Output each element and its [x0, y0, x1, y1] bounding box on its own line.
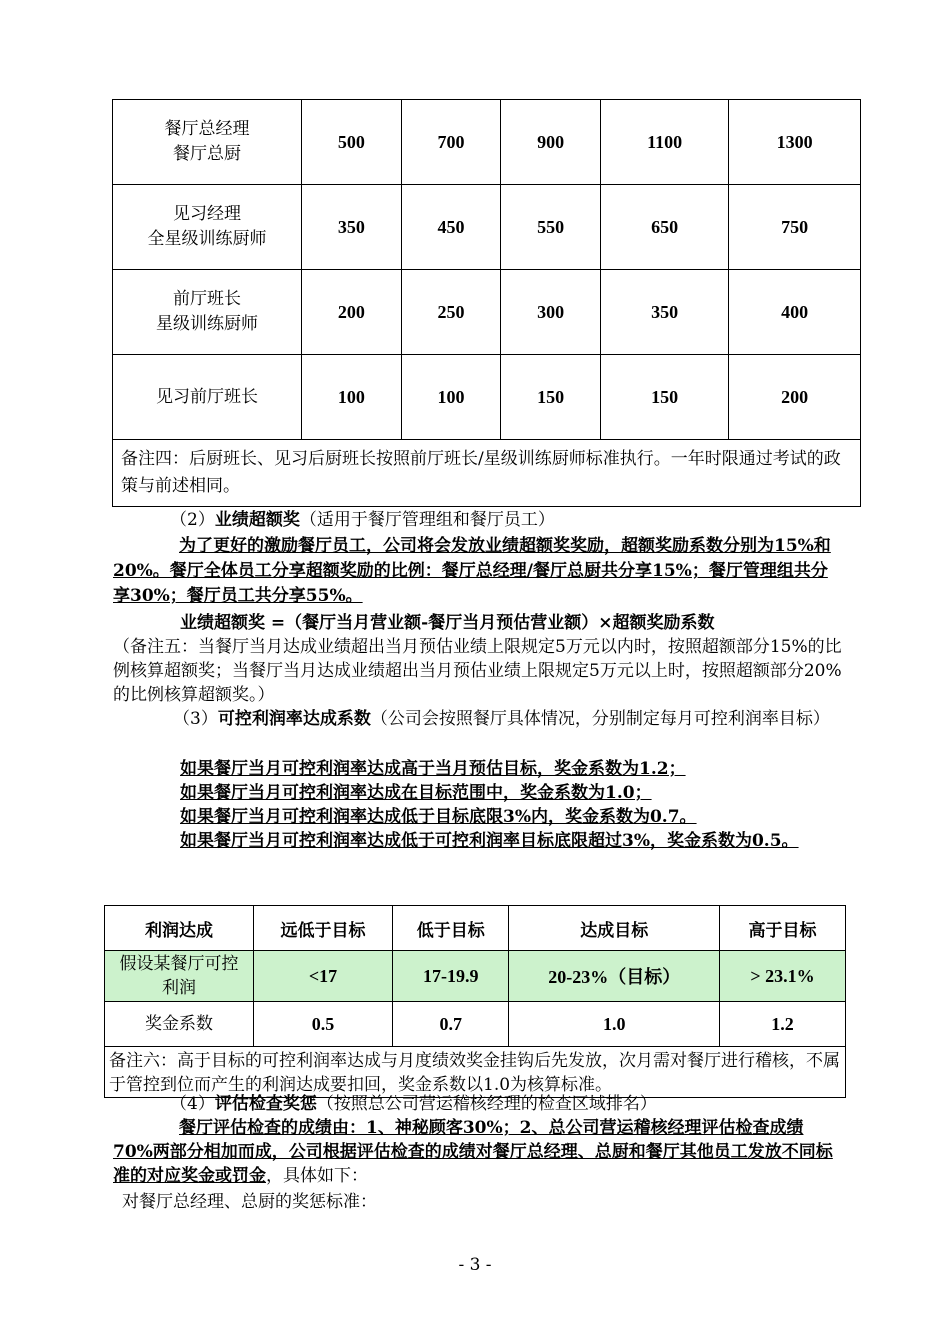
value-cell: 17-19.9 [393, 951, 509, 1002]
profit-rule-line: 如果餐厅当月可控利润率达成低于目标底限3%内，奖金系数为0.7。 [180, 807, 697, 827]
role-cell: 见习前厅班长 [113, 355, 302, 440]
role-cell [113, 100, 302, 185]
note-six: 备注六：高于目标的可控利润率达成与月度绩效奖金挂钩后先发放，次月需对餐厅进行稽核，不属于管控到位而产生的利润达成要扣回，奖金系数以1.0为核算标准。 [105, 1047, 846, 1098]
table-header-row [105, 906, 846, 951]
section-number: （2） [170, 510, 215, 530]
value-cell: 650 [601, 185, 729, 270]
section2-paragraph: 为了更好的激励餐厅员工，公司将会发放业绩超额奖奖励，超额奖励系数分别为15%和20%。餐厅全体员工分享超额奖励的比例：餐厅总经理/餐厅总厨共分享15%；餐厅管理组共分享30%；餐厅员工共分享55%。 [113, 536, 831, 606]
table-note-row [113, 440, 861, 507]
value-cell: 350 [302, 185, 402, 270]
value-cell: 350 [601, 270, 729, 355]
value-cell: 1300 [729, 100, 861, 185]
value-cell: 400 [729, 270, 861, 355]
role-line: 前厅班长 [173, 289, 241, 309]
value-cell: <17 [254, 951, 393, 1002]
value-cell: 200 [302, 270, 402, 355]
row-label: 假设某餐厅可控利润 [105, 951, 254, 1002]
value-cell: 900 [501, 100, 601, 185]
value-cell: 200 [729, 355, 861, 440]
role-cell [113, 185, 302, 270]
role-cell [113, 270, 302, 355]
section-title: 评估检查奖惩 [214, 1094, 317, 1114]
value-cell: 20-23%（目标） [509, 951, 720, 1002]
value-cell: 1.0 [509, 1002, 720, 1047]
table-row [105, 1002, 846, 1047]
section-number: （4） [170, 1094, 215, 1114]
value-cell: 550 [501, 185, 601, 270]
section-title: 可控利润率达成系数 [217, 709, 371, 729]
section4-heading [170, 1092, 850, 1116]
header-cell: 高于目标 [720, 906, 846, 951]
section3-heading [113, 707, 848, 731]
section2-heading [170, 508, 850, 532]
value-cell: 150 [601, 355, 729, 440]
section-number: （3） [173, 709, 218, 729]
value-cell: 100 [401, 355, 501, 440]
value-cell: 700 [401, 100, 501, 185]
role-line: 餐厅总经理 [164, 119, 250, 139]
value-cell: 300 [501, 270, 601, 355]
value-cell: 500 [302, 100, 402, 185]
header-cell: 达成目标 [509, 906, 720, 951]
role-line: 见习经理 [173, 204, 241, 224]
section-subtitle: （按照总公司营运稽核经理的检查区域排名） [316, 1094, 657, 1114]
section-subtitle: （公司会按照餐厅具体情况，分别制定每月可控利润率目标） [370, 709, 830, 729]
value-cell: 1100 [601, 100, 729, 185]
section-subtitle: （适用于餐厅管理组和餐厅员工） [299, 510, 555, 530]
table-row [105, 951, 846, 1002]
profit-rule-line: 如果餐厅当月可控利润率达成高于当月预估目标，奖金系数为1.2； [180, 759, 686, 779]
text-tail: ，具体如下： [266, 1166, 368, 1186]
profit-rule-line: 如果餐厅当月可控利润率达成在目标范围中，奖金系数为1.0； [180, 783, 652, 803]
value-cell: 750 [729, 185, 861, 270]
section-title: 业绩超额奖 [214, 510, 300, 530]
bonus-formula: 业绩超额奖 =（餐厅当月营业额-餐厅当月预估营业额）×超额奖励系数 [180, 613, 715, 633]
table-row [113, 355, 861, 440]
value-cell: 0.7 [393, 1002, 509, 1047]
header-cell: 远低于目标 [254, 906, 393, 951]
table-row [113, 185, 861, 270]
value-cell: 1.2 [720, 1002, 846, 1047]
role-line: 餐厅总厨 [173, 144, 241, 164]
bold-text: 餐厅评估检查的成绩由：1、神秘顾客30%；2、总公司营运稽核经理评估检查成绩70%两部分相加而成，公司根据评估检查的成绩对餐厅总经理、总厨和餐厅其他员工发放不同标准的对应奖金或罚金 [113, 1118, 833, 1186]
value-cell: 250 [401, 270, 501, 355]
header-cell: 利润达成 [105, 906, 254, 951]
table-row [113, 270, 861, 355]
table-note-row [105, 1047, 846, 1098]
note-four: 备注四：后厨班长、见习后厨班长按照前厅班长/星级训练厨师标准执行。一年时限通过考试的政策与前述相同。 [113, 440, 861, 507]
reward-standard-line: 对餐厅总经理、总厨的奖惩标准： [122, 1192, 377, 1212]
profit-coefficient-table [104, 905, 846, 1098]
row-label: 奖金系数 [105, 1002, 254, 1047]
value-cell: > 23.1% [720, 951, 846, 1002]
profit-rule-line: 如果餐厅当月可控利润率达成低于可控利润率目标底限超过3%，奖金系数为0.5。 [180, 831, 799, 851]
role-line: 星级训练厨师 [156, 314, 258, 334]
page-number: - 3 - [458, 1255, 492, 1275]
value-cell: 450 [401, 185, 501, 270]
role-line: 全星级训练厨师 [147, 229, 267, 249]
value-cell: 0.5 [254, 1002, 393, 1047]
value-cell: 100 [302, 355, 402, 440]
value-cell: 150 [501, 355, 601, 440]
header-cell: 低于目标 [393, 906, 509, 951]
section4-paragraph [113, 1116, 843, 1188]
rank-bonus-table [112, 99, 861, 507]
table-row [113, 100, 861, 185]
note-five: （备注五：当餐厅当月达成业绩超出当月预估业绩上限规定5万元以内时，按照超额部分15%的比例核算超额奖；当餐厅当月达成业绩超出当月预估业绩上限规定5万元以上时，按照超额部分20%的比例核算超额奖。） [113, 637, 842, 705]
